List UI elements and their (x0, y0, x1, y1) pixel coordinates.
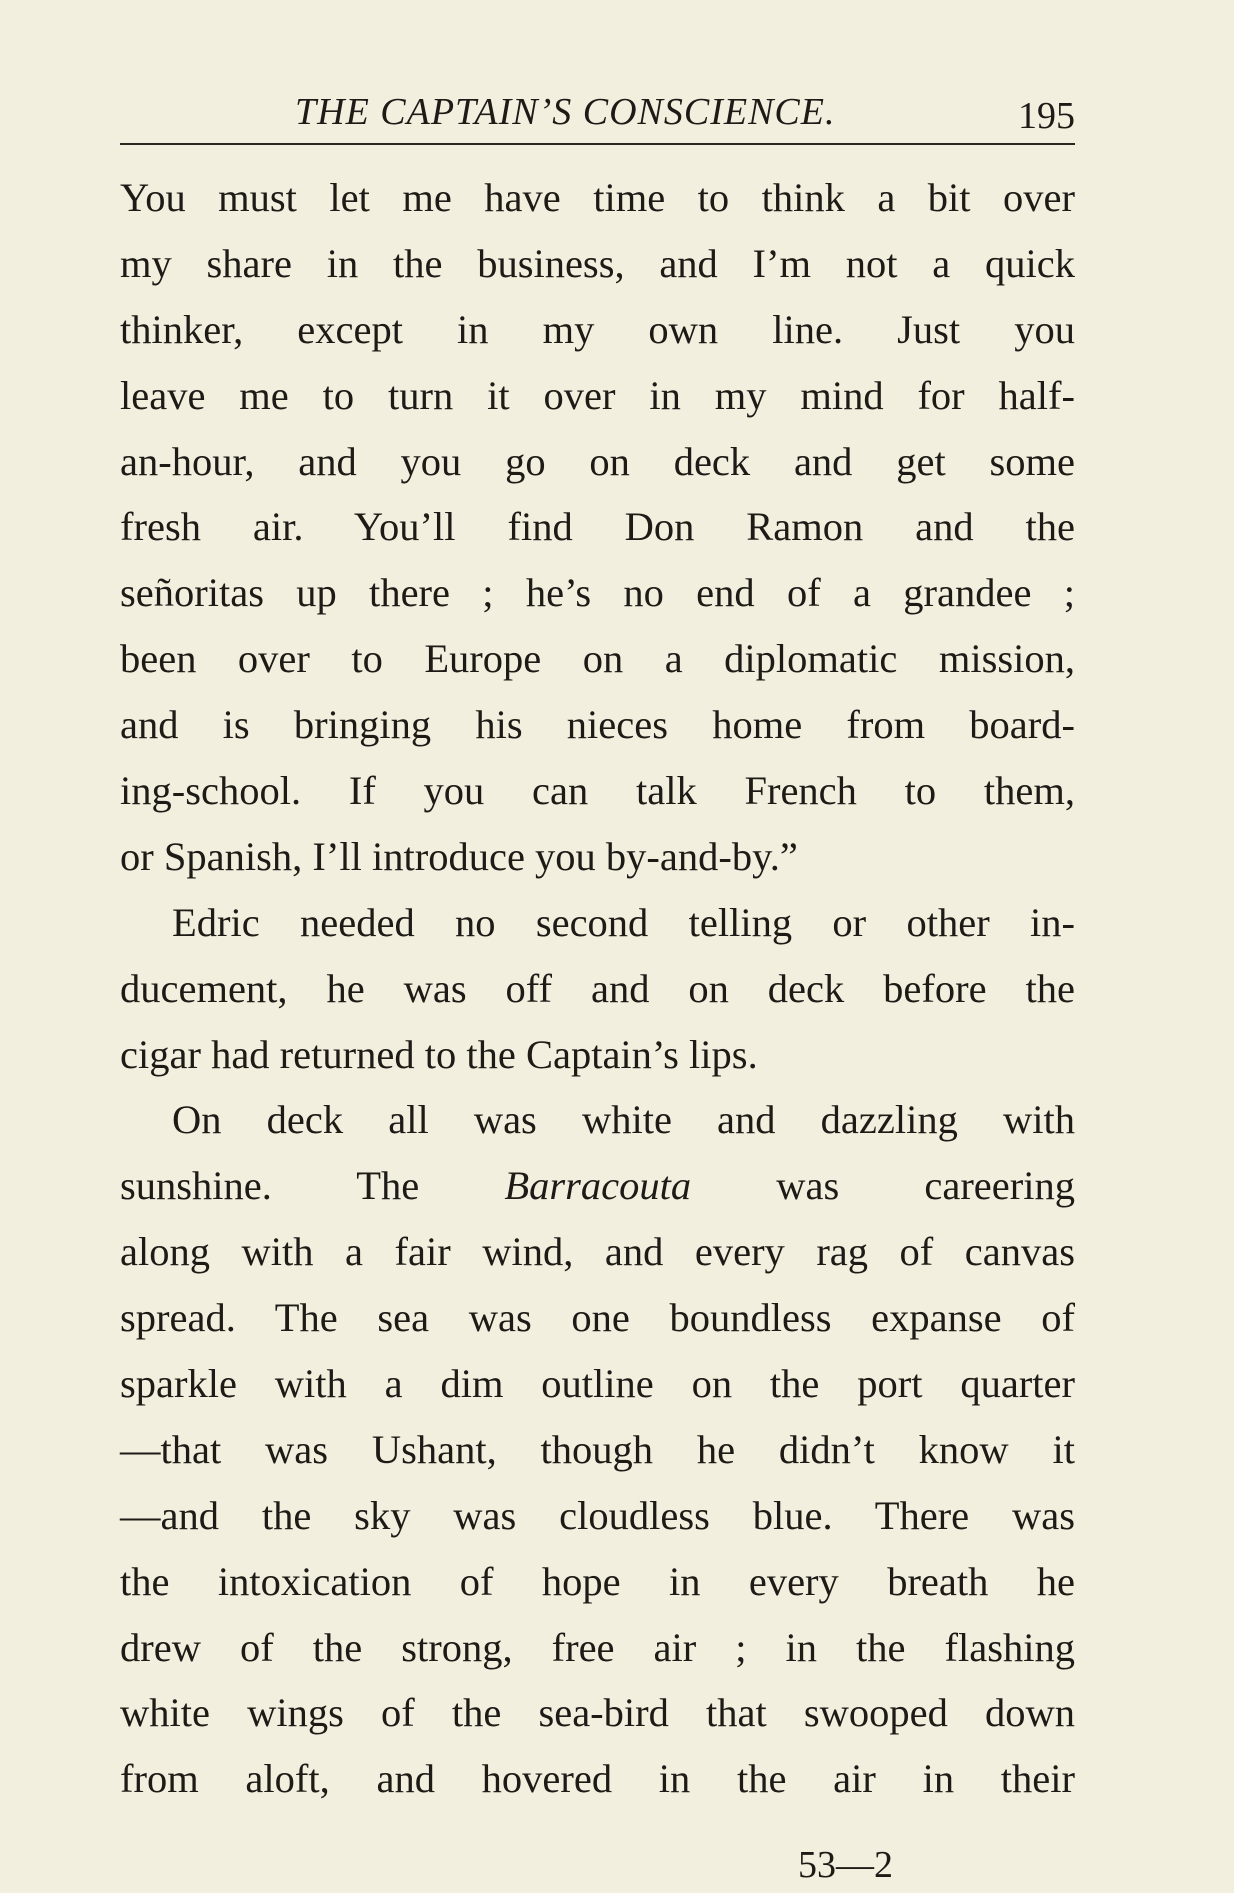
text-line: ducement, he was off and on deck before the (120, 965, 1075, 1011)
text-line: and is bringing his nieces home from board- (120, 702, 1075, 748)
paragraph-first-line: Edric needed no second telling or other in- (172, 899, 1075, 945)
body-text (120, 165, 1075, 1812)
text-line: thinker, except in my own line. Just you (120, 306, 1075, 352)
text-segment: was careering (691, 1163, 1075, 1209)
text-line: sparkle with a dim outline on the port quarter (120, 1361, 1075, 1407)
signature-mark: 53—2 (798, 1844, 893, 1886)
running-head (120, 86, 1075, 136)
text-line: You must let me have time to think a bit over (120, 175, 1075, 220)
page-number: 195 (1018, 95, 1075, 137)
text-line: or Spanish, I’ll introduce you by-and-by.” (120, 833, 798, 879)
text-line: my share in the business, and I’m not a quick (120, 240, 1075, 286)
running-title: THE CAPTAIN’S CONSCIENCE. (295, 91, 836, 133)
text-line: along with a fair wind, and every rag of canvas (120, 1229, 1075, 1275)
text-line: an-hour, and you go on deck and get some (120, 438, 1075, 484)
ship-name-italic: Barracouta (504, 1163, 692, 1209)
text-line: the intoxication of hope in every breath he (120, 1558, 1075, 1604)
text-line: cigar had returned to the Captain’s lips. (120, 1031, 758, 1077)
text-line: been over to Europe on a diplomatic mission, (120, 636, 1075, 682)
text-line: white wings of the sea-bird that swooped down (120, 1690, 1075, 1736)
text-line: —that was Ushant, though he didn’t know it (120, 1426, 1075, 1472)
text-line: drew of the strong, free air ; in the flashing (120, 1624, 1075, 1670)
text-line: leave me to turn it over in my mind for half- (120, 372, 1075, 418)
text-line: fresh air. You’ll find Don Ramon and the (120, 504, 1075, 550)
text-segment: sunshine. The (120, 1163, 505, 1209)
header-rule (120, 143, 1075, 145)
text-line: señoritas up there ; he’s no end of a grandee ; (120, 570, 1075, 616)
text-line-with-italic (120, 1153, 1075, 1219)
text-line: ing-school. If you can talk French to them, (120, 768, 1075, 814)
text-line: —and the sky was cloudless blue. There was (120, 1492, 1075, 1538)
text-line: spread. The sea was one boundless expanse of (120, 1295, 1075, 1341)
text-line: from aloft, and hovered in the air in their (120, 1756, 1075, 1802)
paragraph-first-line: On deck all was white and dazzling with (172, 1097, 1075, 1143)
